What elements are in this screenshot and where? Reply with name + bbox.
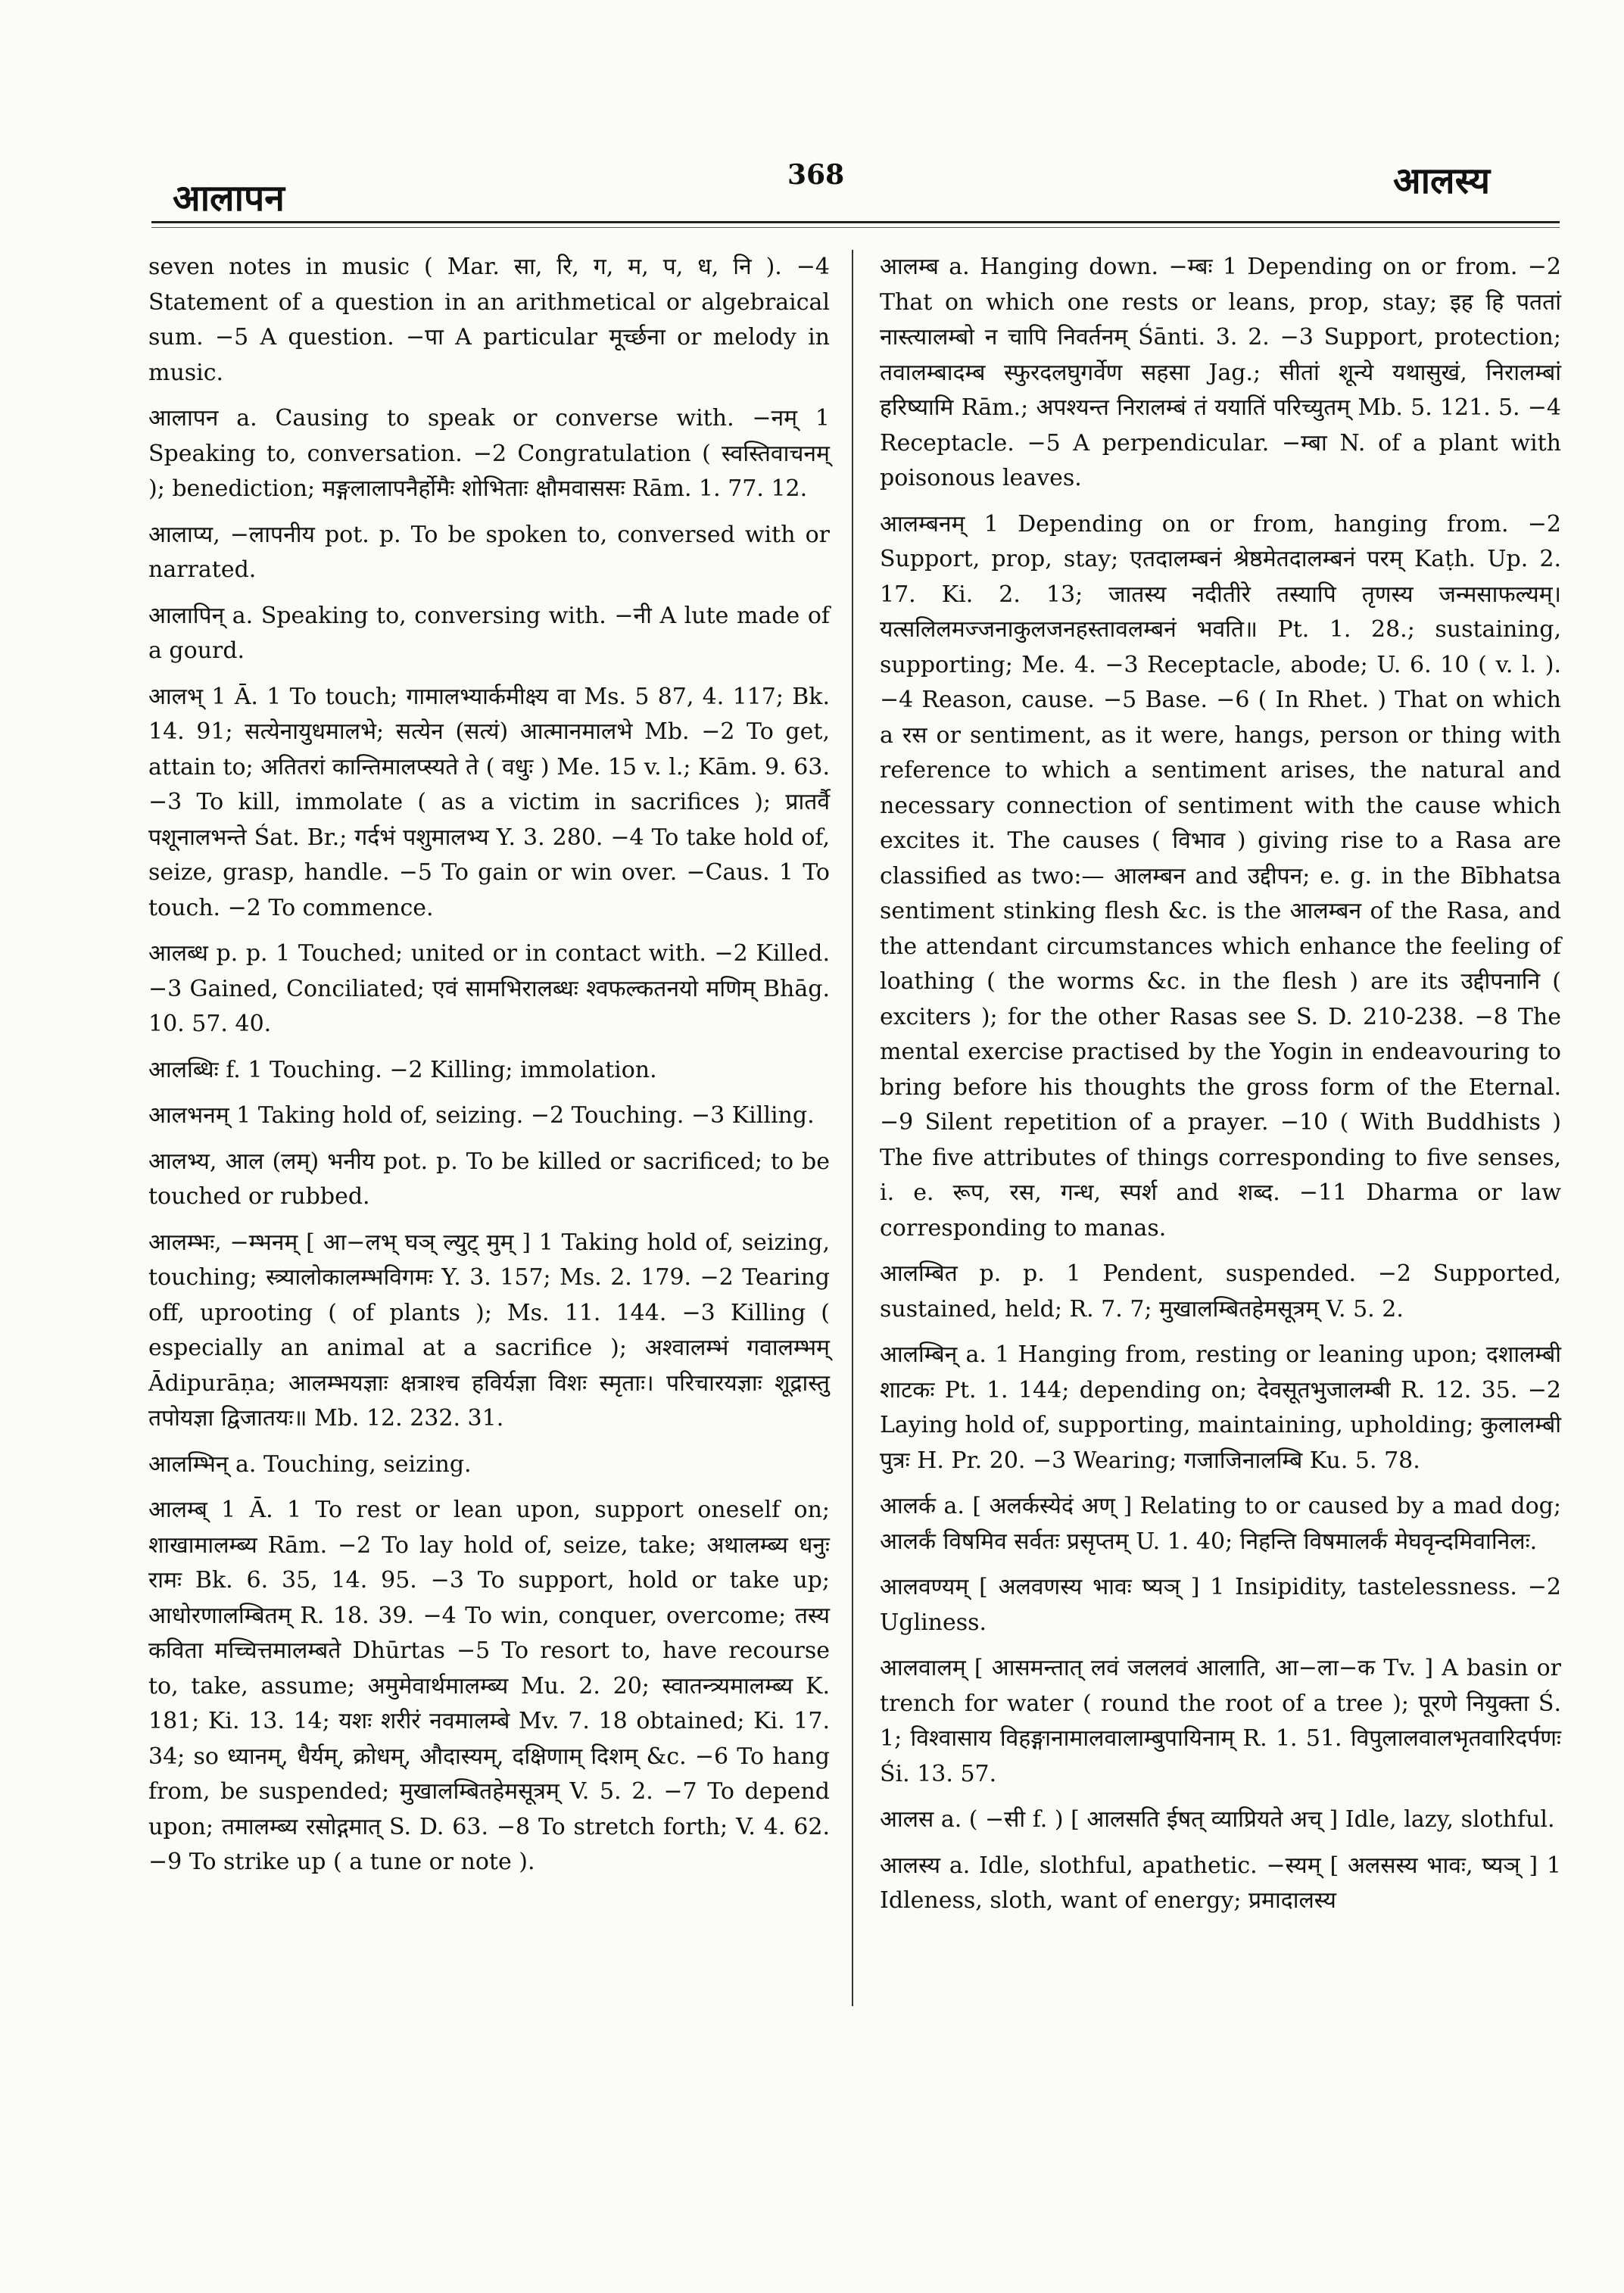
- left-column: [148, 250, 830, 1891]
- left-entry: आलब्धिः f. 1 Touching. −2 Killing; immolation.: [148, 1056, 657, 1083]
- left-entry: आलाप्य, −लापनीय pot. p. To be spoken to, conversed with or narrated.: [148, 521, 830, 583]
- header-left-word: आलापन: [173, 177, 285, 220]
- left-entry: आलम्ब् 1 Ā. 1 To rest or lean upon, support oneself on; शाखामालम्ब्य Rām. −2 To lay hold of, seize, take; अथालम्ब्य धनुः रामः Bk. 6. 35, 14. 95. −3 To support, hold or take up; आधोरणालम्बितम् R. 18. 39. −4 To win, conquer, overcome; तस्य कविता मच्चित्तमालम्बते Dhūrtas −5 To resort to, have recourse to, take, assume; अमुमेवार्थमालम्ब्य Mu. 2. 20; स्वातन्त्र्यमालम्ब्य K. 181; Ki. 13. 14; यशः शरीरं नवमालम्बे Mv. 7. 18 obtained; Ki. 17. 34; so ध्यानम्, धैर्यम्, क्रोधम्, औदास्यम्, दक्षिणाम् दिशम् &c. −6 To hang from, be suspended; मुखालम्बितहेमसूत्रम् V. 5. 2. −7 To depend upon; तमालम्ब्य रसोद्गमात् S. D. 63. −8 To stretch forth; V. 4. 62. −9 To strike up ( a tune or note ).: [148, 1497, 830, 1875]
- right-entry: आलवण्यम् [ अलवणस्य भावः ष्यञ् ] 1 Insipidity, tastelessness. −2 Ugliness.: [880, 1574, 1561, 1636]
- right-column: [880, 250, 1561, 1930]
- left-entry: आलभ् 1 Ā. 1 To touch; गामालभ्यार्कमीक्ष्य वा Ms. 5 87, 4. 117; Bk. 14. 91; सत्येनायुधमालभे; सत्येन (सत्यं) आत्मानमालभे Mb. −2 To get, attain to; अतितरां कान्तिमालप्स्यते ते ( वधुः ) Me. 15 v. l.; Kām. 9. 63. −3 To kill, immolate ( as a victim in sacrifices ); प्रातर्वै पशूनालभन्ते Śat. Br.; गर्दभं पशुमालभ्य Y. 3. 280. −4 To take hold of, seize, grasp, handle. −5 To gain or win over. −Caus. 1 To touch. −2 To commence.: [148, 683, 830, 921]
- left-entry: आलापन a. Causing to speak or converse with. −नम् 1 Speaking to, conversation. −2 Congratulation ( स्वस्तिवाचनम् ); benediction; मङ्गलालापनैर्होमैः शोभिताः क्षौमवाससः Rām. 1. 77. 12.: [148, 405, 830, 502]
- right-entry: आलम्बनम् 1 Depending on or from, hanging from. −2 Support, prop, stay; एतदालम्बनं श्रेष्ठमेतदालम्बनं परम् Kaṭh. Up. 2. 17. Ki. 2. 13; जातस्य नदीतीरे तस्यापि तृणस्य जन्मसाफल्यम्। यत्सलिलमज्जनाकुलजनहस्तावलम्बनं भवति॥ Pt. 1. 28.; sustaining, supporting; Me. 4. −3 Receptacle, abode; U. 6. 10 ( v. l. ). −4 Reason, cause. −5 Base. −6 ( In Rhet. ) That on which a रस or sentiment, as it were, hangs, person or thing with reference to which a sentiment arises, the natural and necessary connection of sentiment with the cause which excites it. The causes ( विभाव ) giving rise to a Rasa are classified as two:— आलम्बन and उद्दीपन; e. g. in the Bībhatsa sentiment stinking flesh &c. is the आलम्बन of the Rasa, and the attendant circumstances which enhance the feeling of loathing ( the worms &c. in the flesh ) are its उद्दीपनानि ( exciters ); for the other Rasas see S. D. 210-238. −8 The mental exercise practised by the Yogin in endeavouring to bring before his thoughts the gross form of the Eternal. −9 Silent repetition of a prayer. −10 ( With Buddhists ) The five attributes of things corresponding to five senses, i. e. रूप, रस, गन्ध, स्पर्श and शब्द. −11 Dharma or law corresponding to manas.: [880, 510, 1561, 1242]
- left-entry: आलब्ध p. p. 1 Touched; united or in contact with. −2 Killed. −3 Gained, Conciliated; एवं सामभिरालब्धः श्वफल्कतनयो मणिम् Bhāg. 10. 57. 40.: [148, 940, 830, 1037]
- right-entry: आलम्बिन् a. 1 Hanging from, resting or leaning upon; दशालम्बी शाटकः Pt. 1. 144; depending on; देवसूतभुजालम्बी R. 12. 35. −2 Laying hold of, supporting, maintaining, upholding; कुलालम्बी पुत्रः H. Pr. 20. −3 Wearing; गजाजिनालम्बि Ku. 5. 78.: [880, 1341, 1561, 1474]
- right-entry: आलस्य a. Idle, slothful, apathetic. −स्यम् [ अलसस्य भावः, ष्यञ् ] 1 Idleness, sloth, want of energy; प्रमादालस्य: [880, 1852, 1561, 1914]
- left-entry: आलभनम् 1 Taking hold of, seizing. −2 Touching. −3 Killing.: [148, 1102, 815, 1129]
- left-entry: आलम्भिन् a. Touching, seizing.: [148, 1450, 472, 1478]
- page-number: 368: [787, 159, 845, 191]
- header-rule: [151, 221, 1560, 223]
- left-entry: आलभ्य, आल (लम्) भनीय pot. p. To be killed or sacrificed; to be touched or rubbed.: [148, 1148, 830, 1210]
- column-divider: [852, 250, 853, 2006]
- right-entry: आलम्ब a. Hanging down. −म्बः 1 Depending on or from. −2 That on which one rests or leans, prop, stay; इह हि पततां नास्त्यालम्बो न चापि निवर्तनम् Śānti. 3. 2. −3 Support, protection; तवालम्बादम्ब स्फुरदलघुगर्वेण सहसा Jag.; सीतां शून्ये यथासुखं, निरालम्बां हरिष्यामि Rām.; अपश्यन्त निरालम्बं तं ययातिं परिच्युतम् Mb. 5. 121. 5. −4 Receptacle. −5 A perpendicular. −म्बा N. of a plant with poisonous leaves.: [880, 254, 1561, 491]
- right-entry: आलस a. ( −सी f. ) [ आलसति ईषत् व्याप्रियते अच् ] Idle, lazy, slothful.: [880, 1806, 1555, 1833]
- header-rule-thin: [151, 227, 1560, 228]
- left-entry: आलम्भः, −म्भनम् [ आ−लभ् घञ् ल्युट् मुम् ] 1 Taking hold of, seizing, touching; स्त्र्यालोकालम्भविगमः Y. 3. 157; Ms. 2. 179. −2 Tearing off, uprooting ( of plants ); Ms. 11. 144. −3 Killing ( especially an animal at a sacrifice ); अश्वालम्भं गवालम्भम् Ādipurāṇa; आलम्भयज्ञाः क्षत्राश्च हविर्यज्ञा विशः स्मृताः। परिचारयज्ञाः शूद्रास्तु तपोयज्ञा द्विजातयः॥ Mb. 12. 232. 31.: [148, 1229, 830, 1432]
- left-entry: आलापिन् a. Speaking to, conversing with. −नी A lute made of a gourd.: [148, 602, 830, 664]
- right-entry: आलवालम् [ आसमन्तात् लवं जललवं आलाति, आ−ला−क Tv. ] A basin or trench for water ( round the root of a tree ); पूरणे नियुक्ता Ś. 1; विश्वासाय विहङ्गानामालवालाम्बुपायिनाम् R. 1. 51. विपुलालवालभृतवारिदर्पणः Śi. 13. 57.: [880, 1655, 1561, 1787]
- right-entry: आलर्क a. [ अलर्कस्येदं अण् ] Relating to or caused by a mad dog; आलर्कं विषमिव सर्वतः प्रसृप्तम् U. 1. 40; निहन्ति विषमालर्कं मेघवृन्दमिवानिलः.: [880, 1493, 1561, 1555]
- left-entry: seven notes in music ( Mar. सा, रि, ग, म, प, ध, नि ). −4 Statement of a question in an arithmetical or algebraical sum. −5 A question. −पा A particular मूर्च्छना or melody in music.: [148, 254, 830, 386]
- right-entry: आलम्बित p. p. 1 Pendent, suspended. −2 Supported, sustained, held; R. 7. 7; मुखालम्बितहेमसूत्रम् V. 5. 2.: [880, 1260, 1561, 1323]
- header-right-word: आलस्य: [1393, 160, 1491, 202]
